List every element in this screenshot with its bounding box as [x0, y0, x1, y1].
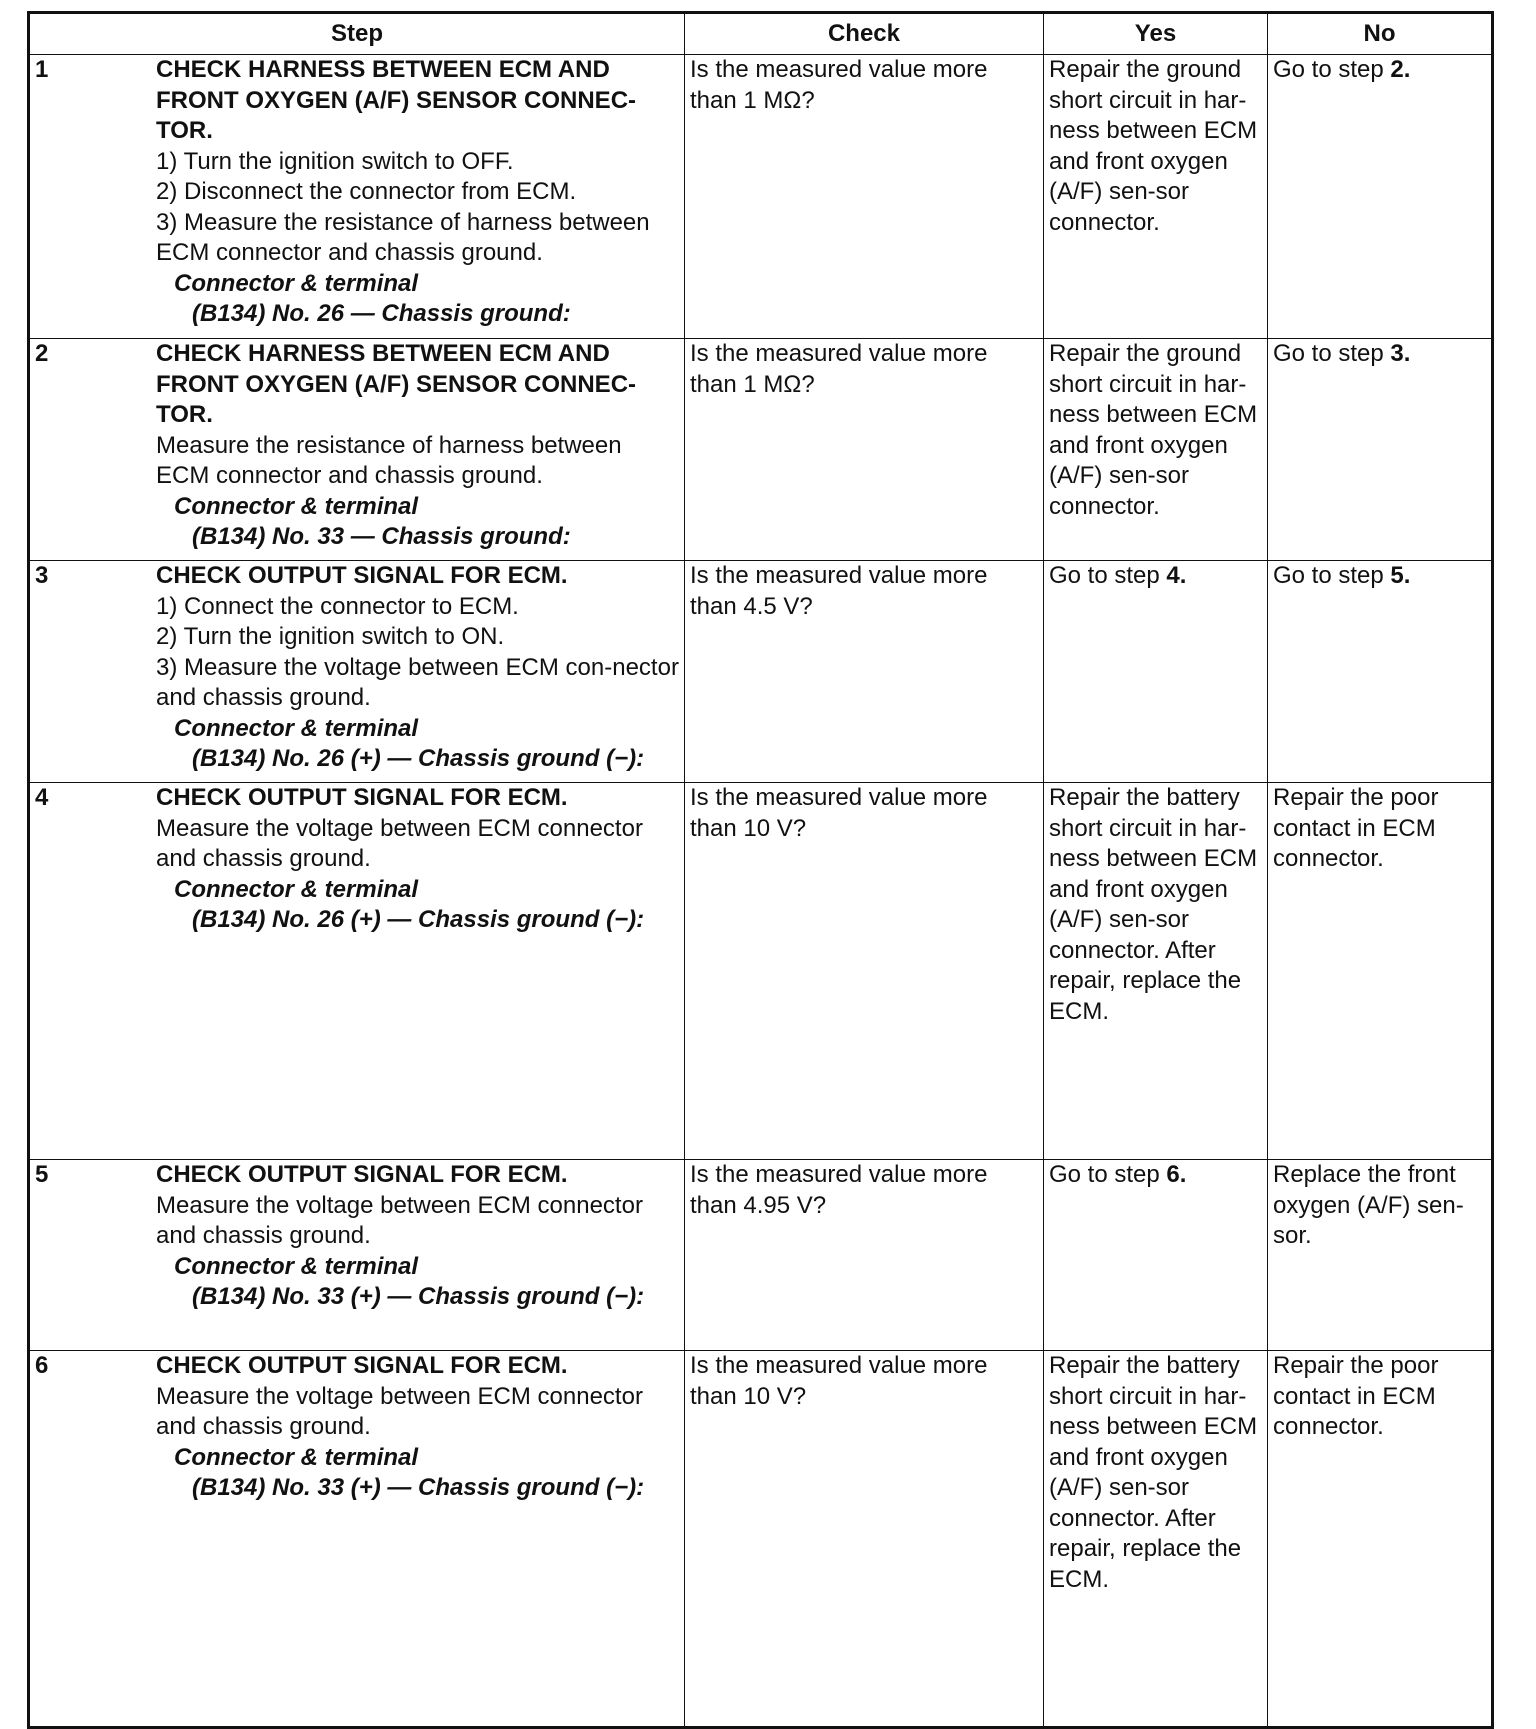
- no-text: Go to step: [1273, 56, 1391, 83]
- no-text: Replace the front oxygen (A/F) sen-sor.: [1273, 1161, 1464, 1249]
- yes-text: Repair the battery short circuit in har-ness between ECM and front oxygen (A/F) sen-sor connector. After repair, replace the ECM.: [1049, 784, 1258, 1025]
- connector-terminal-value: (B134) No. 26 — Chassis ground:: [192, 300, 571, 327]
- step-title: CHECK OUTPUT SIGNAL FOR ECM.: [156, 784, 568, 811]
- no-step-ref: 5.: [1390, 562, 1411, 589]
- connector-terminal-value: (B134) No. 33 (+) — Chassis ground (−):: [192, 1474, 645, 1501]
- yes-text: Go to step: [1049, 562, 1167, 589]
- no-step-ref: 2.: [1390, 56, 1411, 83]
- yes-text: Repair the ground short circuit in har-ness between ECM and front oxygen (A/F) sen-sor connector.: [1049, 56, 1258, 236]
- no-cell: [1268, 55, 1493, 339]
- header-check: Check: [685, 13, 1044, 55]
- connector-terminal-value: (B134) No. 33 (+) — Chassis ground (−):: [192, 1283, 645, 1310]
- table-row: [29, 1160, 1493, 1351]
- step-body: [156, 55, 684, 330]
- step-number: 2: [35, 340, 49, 367]
- diagnostic-procedure-table: [27, 11, 1494, 1729]
- connector-terminal-value: (B134) No. 26 (+) — Chassis ground (−):: [192, 906, 645, 933]
- step-cell: [29, 339, 685, 561]
- connector-terminal-value: (B134) No. 26 (+) — Chassis ground (−):: [192, 745, 645, 772]
- step-cell: [29, 1160, 685, 1351]
- step-cell: [29, 783, 685, 1160]
- step-body: [156, 783, 684, 936]
- step-number: 4: [35, 784, 49, 811]
- no-text: Go to step: [1273, 340, 1391, 367]
- no-text: Repair the poor contact in ECM connector.: [1273, 1352, 1439, 1440]
- yes-step-ref: 6.: [1166, 1161, 1187, 1188]
- header-no: No: [1268, 13, 1493, 55]
- header-row: [29, 13, 1493, 55]
- no-text: Go to step: [1273, 562, 1391, 589]
- yes-cell: [1044, 561, 1268, 783]
- check-cell: Is the measured value more than 1 MΩ?: [685, 55, 1044, 339]
- yes-step-ref: 4.: [1166, 562, 1187, 589]
- yes-cell: [1044, 1160, 1268, 1351]
- step-body: [156, 1351, 684, 1504]
- table-row: [29, 55, 1493, 339]
- step-cell: [29, 561, 685, 783]
- step-cell: [29, 55, 685, 339]
- yes-text: Go to step: [1049, 1161, 1167, 1188]
- header-step: Step: [29, 13, 685, 55]
- no-cell: [1268, 1351, 1493, 1728]
- step-instruction: Measure the resistance of harness between ECM connector and chassis ground.: [156, 431, 622, 489]
- connector-terminal-label: Connector & terminal: [174, 269, 419, 297]
- step-number: 5: [35, 1161, 49, 1188]
- step-instruction: Measure the voltage between ECM connector and chassis ground.: [156, 1191, 643, 1249]
- step-body: [156, 339, 684, 553]
- yes-cell: [1044, 339, 1268, 561]
- step-instruction: 1) Connect the connector to ECM.: [156, 592, 519, 620]
- step-title: CHECK OUTPUT SIGNAL FOR ECM.: [156, 1161, 568, 1188]
- yes-text: Repair the battery short circuit in har-ness between ECM and front oxygen (A/F) sen-sor connector. After repair, replace the ECM.: [1049, 1352, 1258, 1593]
- check-cell: Is the measured value more than 1 MΩ?: [685, 339, 1044, 561]
- step-title: CHECK HARNESS BETWEEN ECM AND FRONT OXYGEN (A/F) SENSOR CONNEC-TOR.: [156, 56, 637, 144]
- connector-terminal-label: Connector & terminal: [174, 875, 419, 903]
- step-body: [156, 1160, 684, 1313]
- yes-cell: [1044, 55, 1268, 339]
- header-yes: Yes: [1044, 13, 1268, 55]
- check-cell: Is the measured value more than 4.95 V?: [685, 1160, 1044, 1351]
- check-cell: Is the measured value more than 4.5 V?: [685, 561, 1044, 783]
- yes-cell: [1044, 1351, 1268, 1728]
- no-text: Repair the poor contact in ECM connector.: [1273, 784, 1439, 872]
- step-instruction: 3) Measure the resistance of harness between ECM connector and chassis ground.: [156, 208, 650, 266]
- no-cell: [1268, 1160, 1493, 1351]
- yes-cell: [1044, 783, 1268, 1160]
- step-number: 1: [35, 56, 49, 83]
- no-step-ref: 3.: [1390, 340, 1411, 367]
- step-number: 6: [35, 1352, 49, 1379]
- connector-terminal-value: (B134) No. 33 — Chassis ground:: [192, 523, 571, 550]
- connector-terminal-label: Connector & terminal: [174, 1252, 419, 1280]
- no-cell: [1268, 783, 1493, 1160]
- connector-terminal-label: Connector & terminal: [174, 714, 419, 742]
- step-instruction: 3) Measure the voltage between ECM con-nector and chassis ground.: [156, 653, 679, 711]
- step-instruction: Measure the voltage between ECM connector and chassis ground.: [156, 1382, 643, 1440]
- step-cell: [29, 1351, 685, 1728]
- connector-terminal-label: Connector & terminal: [174, 492, 419, 520]
- step-instruction: Measure the voltage between ECM connector and chassis ground.: [156, 814, 643, 872]
- connector-terminal-label: Connector & terminal: [174, 1443, 419, 1471]
- step-title: CHECK OUTPUT SIGNAL FOR ECM.: [156, 1352, 568, 1379]
- step-body: [156, 561, 684, 775]
- step-title: CHECK OUTPUT SIGNAL FOR ECM.: [156, 562, 568, 589]
- table-row: [29, 783, 1493, 1160]
- table-row: [29, 339, 1493, 561]
- table-row: [29, 561, 1493, 783]
- check-cell: Is the measured value more than 10 V?: [685, 783, 1044, 1160]
- step-number: 3: [35, 562, 49, 589]
- no-cell: [1268, 339, 1493, 561]
- yes-text: Repair the ground short circuit in har-ness between ECM and front oxygen (A/F) sen-sor connector.: [1049, 340, 1258, 520]
- step-title: CHECK HARNESS BETWEEN ECM AND FRONT OXYGEN (A/F) SENSOR CONNEC-TOR.: [156, 340, 637, 428]
- table-row: [29, 1351, 1493, 1728]
- step-instruction: 2) Turn the ignition switch to ON.: [156, 623, 505, 650]
- step-instruction: 2) Disconnect the connector from ECM.: [156, 178, 577, 205]
- step-instruction: 1) Turn the ignition switch to OFF.: [156, 147, 514, 175]
- check-cell: Is the measured value more than 10 V?: [685, 1351, 1044, 1728]
- no-cell: [1268, 561, 1493, 783]
